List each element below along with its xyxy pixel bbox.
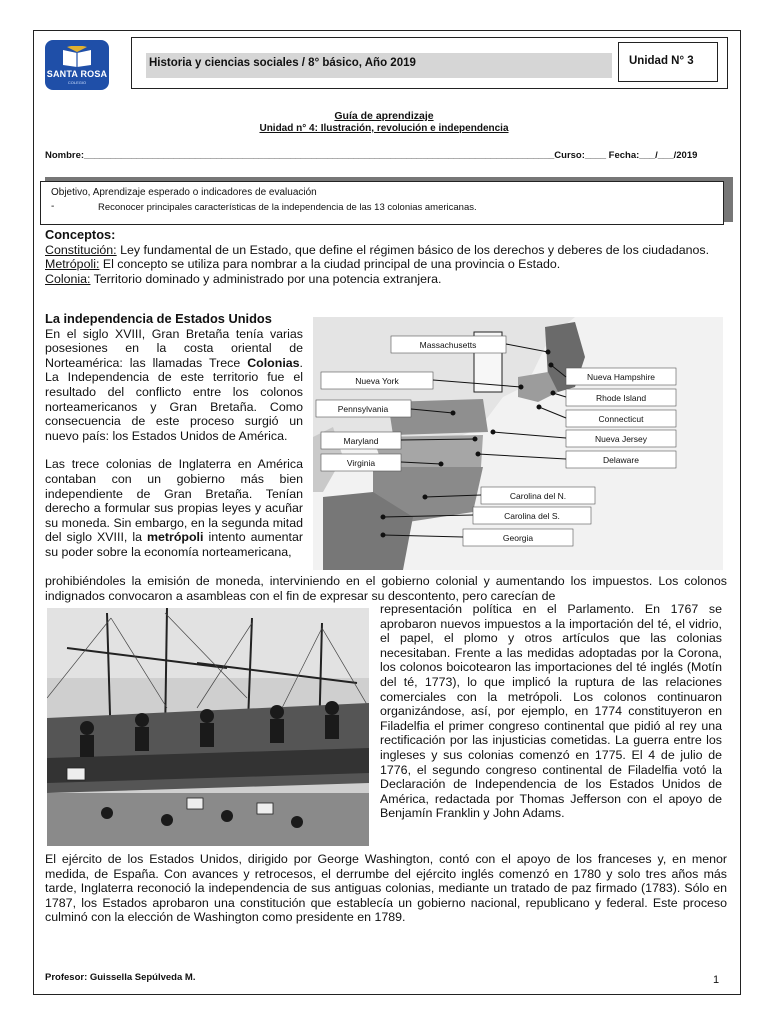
map-label-nueva-york: Nueva York <box>355 376 399 386</box>
concepts-section <box>45 228 727 286</box>
subject-title: Historia y ciencias sociales / 8° básico, Año 2019 <box>146 53 612 78</box>
concept-definition: Ley fundamental de un Estado, que define el régimen básico de los derechos y deberes de los ciudadanos. <box>116 242 710 257</box>
school-logo <box>45 40 109 90</box>
map-label-maryland: Maryland <box>343 436 379 446</box>
objective-box <box>40 181 724 225</box>
paragraph-2: Las trece colonias de Inglaterra en América contaban con un gobierno más bien independiente de Gran Bretaña. Tenían derecho a formular sus propias leyes y acuñar su moneda. Sin embargo, en la segunda mitad del siglo XVIII, la metrópoli intento aumentar su poder sobre la economía norteamericana, <box>45 457 303 559</box>
concept-term: Colonia: <box>45 271 91 286</box>
concepts-heading: Conceptos: <box>45 227 116 242</box>
map-label-connecticut: Connecticut <box>598 414 644 424</box>
map-label-massachusetts: Massachusetts <box>419 340 477 350</box>
logo-subtitle: COLEGIO <box>67 80 87 85</box>
unit-label: Unidad N° 3 <box>618 42 718 82</box>
map-label-delaware: Delaware <box>603 455 639 465</box>
objective-title: Objetivo, Aprendizaje esperado o indicadores de evaluación <box>51 187 317 198</box>
concept-term: Metrópoli: <box>45 257 100 272</box>
section-title: La independencia de Estados Unidos <box>45 311 272 326</box>
concept-definition: El concepto se utiliza para nombrar a la ciudad principal de una provincia o Estado. <box>99 257 561 272</box>
map-label-virginia: Virginia <box>346 458 376 468</box>
header-box <box>131 37 728 89</box>
map-label-pennsylvania: Pennsylvania <box>337 404 389 414</box>
map-label-nueva-hampshire: Nueva Hampshire <box>586 372 656 382</box>
concept-item <box>45 272 727 287</box>
intro-column <box>45 312 303 560</box>
teacher-name: Profesor: Guissella Sepúlveda M. <box>45 972 196 983</box>
book-icon <box>61 46 93 68</box>
concept-definition: Territorio dominado y administrado por una potencia extranjera. <box>90 271 442 286</box>
map-label-carolina-del-n: Carolina del N. <box>509 491 567 501</box>
guide-subtitle: Unidad n° 4: Ilustración, revolución e independencia <box>259 123 509 134</box>
paragraph-3: prohibiéndoles la emisión de moneda, interviniendo en el gobierno colonial y aumentando los impuestos. Los colonos indignados convocaron a asambleas con el fin de expresar su descontento, pero carecían de <box>45 574 727 603</box>
map-label-georgia: Georgia <box>502 533 534 543</box>
page-number: 1 <box>713 974 720 986</box>
paragraph-1: En el siglo XVIII, Gran Bretaña tenía varias posesiones en la costa oriental de Norteamérica: las llamadas Trece Colonias. La Independencia de este territorio fue el resultado del conflicto entre los colonos norteamericanos y Gran Bretaña. Como consecuencia de este proceso surgió un nuevo país: los Estados Unidos de América. <box>45 326 303 443</box>
student-info-line: Nombre:_________________________________________________________________________________________Curso:____ Fecha:___/___/2019 <box>45 150 698 161</box>
concept-term: Constitución: <box>45 242 117 257</box>
concept-item <box>45 257 727 272</box>
boston-tea-party-engraving <box>47 608 369 846</box>
paragraph-5: El ejército de los Estados Unidos, dirigido por George Washington, contó con el apoyo de los franceses y, en menor medida, de España. Con avances y retrocesos, el derrumbe del ejército inglés comenzó en 1780 y solo tres años más tarde, Inglaterra reconoció la independencia de sus antiguas colonias, mediante un tratado de paz firmado (1783). Sólo en 1787, los Estados aprobaron una constitución que establecía un gobierno nacional, republicano y federal. Este proceso culminó con la elección de Washington como presidente en 1789. <box>45 852 727 925</box>
logo-name: SANTA ROSA <box>46 69 108 79</box>
map-label-carolina-del-s: Carolina del S. <box>504 511 560 521</box>
map-label-rhode-island: Rhode Island <box>595 393 647 403</box>
objective-dash: - <box>51 201 55 212</box>
objective-text: Reconocer principales características de la independencia de las 13 colonias americanas. <box>98 202 477 213</box>
guide-title: Guía de aprendizaje <box>334 110 434 122</box>
concept-item <box>45 243 727 258</box>
paragraph-4: representación política en el Parlamento. En 1767 se aprobaron nuevos impuestos a la importación del té, el vidrio, el papel, el plomo y otros artículos que las colonias necesitaban. Frente a las medidas adoptadas por la Corona, los colonos boicotearon las importaciones del té inglés (Motín del té, 1773), lo que implicó la ruptura de las relaciones comerciales con la metrópoli. Los colonos continuaron organizándose, así, por ejemplo, en 1774 constituyeron en Filadelfia el primer congreso continental que pidió al rey una rectificación por las injusticias cometidas. La guerra entre los ingleses y sus colonias comenzó en 1775. El 4 de julio de 1776, el segundo congreso continental de Filadelfia votó la Declaración de Independencia de los Estados Unidos de América, redactada por Thomas Jefferson con el apoyo de Benjamín Franklin y John Adams. <box>380 602 722 821</box>
thirteen-colonies-map <box>313 317 723 570</box>
map-label-nueva-jersey: Nueva Jersey <box>595 434 647 444</box>
